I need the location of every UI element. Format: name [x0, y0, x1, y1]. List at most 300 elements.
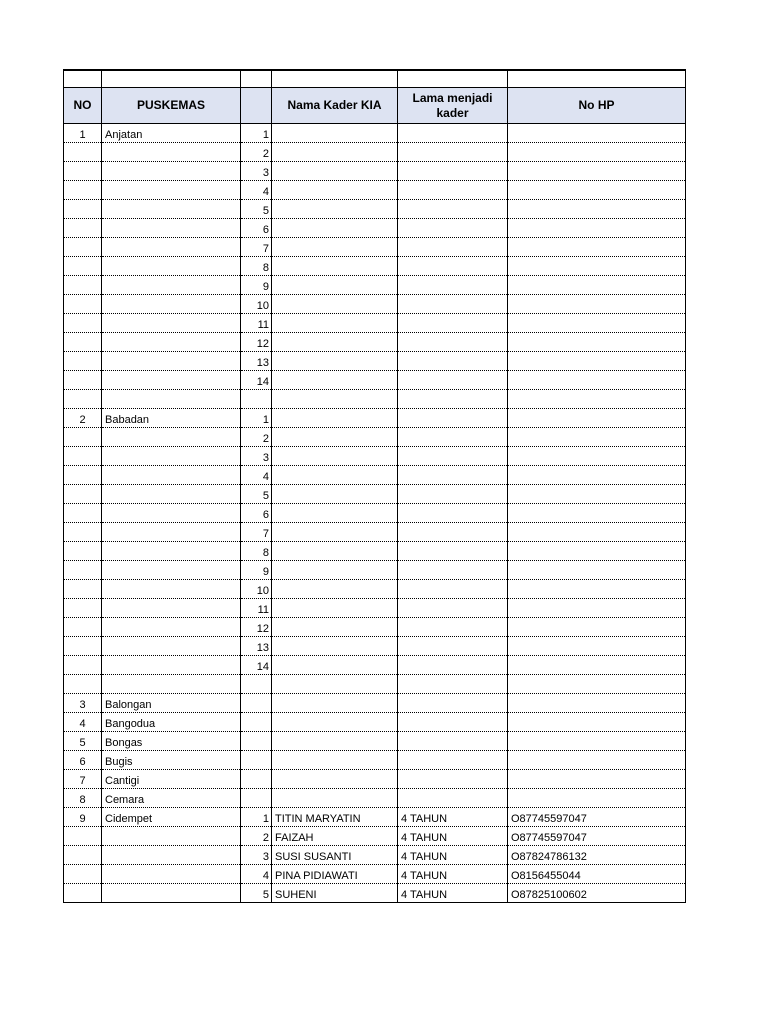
table-cell-no-hp — [508, 656, 686, 675]
table-cell-lama-kader: 4 TAHUN — [398, 846, 508, 865]
table-cell-no-hp — [508, 143, 686, 162]
header-puskemas: PUSKEMAS — [102, 88, 241, 124]
table-cell-lama-kader — [398, 466, 508, 485]
table-cell-index: 9 — [241, 561, 272, 580]
table-cell-puskesmas — [102, 276, 241, 295]
table-cell-nama-kader — [272, 732, 398, 751]
table-row — [64, 257, 686, 276]
table-cell-index: 11 — [241, 599, 272, 618]
table-cell-index: 13 — [241, 637, 272, 656]
table-cell-index: 2 — [241, 827, 272, 846]
table-cell-puskesmas — [102, 162, 241, 181]
table-cell-lama-kader — [398, 637, 508, 656]
table-cell-index — [241, 694, 272, 713]
table-cell-puskesmas — [102, 675, 241, 694]
table-cell-index — [241, 713, 272, 732]
table-row — [64, 295, 686, 314]
table-row — [64, 238, 686, 257]
table-cell-lama-kader — [398, 333, 508, 352]
table-cell-no-hp: O87824786132 — [508, 846, 686, 865]
table-cell-nama-kader — [272, 713, 398, 732]
table-row — [64, 390, 686, 409]
table-cell-nama-kader — [272, 314, 398, 333]
table-cell-lama-kader: 4 TAHUN — [398, 865, 508, 884]
table-row — [64, 599, 686, 618]
table-cell-index: 4 — [241, 865, 272, 884]
table-cell-nama-kader — [272, 428, 398, 447]
blank-cell — [241, 70, 272, 88]
table-cell-no-hp — [508, 675, 686, 694]
table-cell-puskesmas — [102, 504, 241, 523]
header-lama-kader: Lama menjadi kader — [398, 88, 508, 124]
table-cell-puskesmas — [102, 371, 241, 390]
table-cell-no-hp — [508, 713, 686, 732]
table-cell-no-hp — [508, 732, 686, 751]
table-cell-nama-kader: TITIN MARYATIN — [272, 808, 398, 827]
table-cell-no-hp — [508, 333, 686, 352]
table-cell-nama-kader — [272, 143, 398, 162]
table-cell-no-hp: O87825100602 — [508, 884, 686, 903]
table-cell-index — [241, 770, 272, 789]
table-cell-nama-kader — [272, 181, 398, 200]
table-cell-puskesmas — [102, 390, 241, 409]
table-cell-index — [241, 732, 272, 751]
table-cell-puskesmas — [102, 542, 241, 561]
table-cell-index: 3 — [241, 162, 272, 181]
table-row — [64, 865, 686, 884]
table-cell-puskesmas: Cantigi — [102, 770, 241, 789]
table-cell-no-hp — [508, 238, 686, 257]
table-row — [64, 808, 686, 827]
header-index — [241, 88, 272, 124]
table-cell-no: 3 — [64, 694, 102, 713]
table-cell-no-hp — [508, 295, 686, 314]
table-cell-no — [64, 466, 102, 485]
table-cell-lama-kader — [398, 580, 508, 599]
table-cell-lama-kader — [398, 314, 508, 333]
table-cell-puskesmas — [102, 865, 241, 884]
table-cell-index: 14 — [241, 656, 272, 675]
table-cell-nama-kader: PINA PIDIAWATI — [272, 865, 398, 884]
header-row — [64, 88, 686, 124]
table-cell-no — [64, 599, 102, 618]
table-cell-no — [64, 447, 102, 466]
table-cell-puskesmas — [102, 846, 241, 865]
table-cell-lama-kader: 4 TAHUN — [398, 884, 508, 903]
table-row — [64, 770, 686, 789]
table-cell-puskesmas — [102, 238, 241, 257]
table-row — [64, 789, 686, 808]
table-cell-no-hp — [508, 124, 686, 143]
kader-table — [63, 69, 686, 903]
blank-cell — [102, 70, 241, 88]
table-cell-lama-kader — [398, 238, 508, 257]
table-cell-no-hp: O87745597047 — [508, 808, 686, 827]
table-cell-no-hp — [508, 428, 686, 447]
table-cell-nama-kader — [272, 352, 398, 371]
table-cell-index: 1 — [241, 409, 272, 428]
table-row — [64, 504, 686, 523]
table-cell-puskesmas — [102, 333, 241, 352]
blank-top-row — [64, 70, 686, 88]
table-cell-nama-kader — [272, 390, 398, 409]
table-cell-index — [241, 751, 272, 770]
table-cell-index: 5 — [241, 884, 272, 903]
table-cell-lama-kader — [398, 352, 508, 371]
table-cell-no-hp — [508, 447, 686, 466]
table-row — [64, 827, 686, 846]
table-cell-nama-kader — [272, 580, 398, 599]
table-cell-puskesmas: Babadan — [102, 409, 241, 428]
header-no: NO — [64, 88, 102, 124]
table-row — [64, 884, 686, 903]
table-row — [64, 485, 686, 504]
table-row — [64, 276, 686, 295]
table-row — [64, 580, 686, 599]
table-cell-index: 8 — [241, 257, 272, 276]
table-row — [64, 352, 686, 371]
table-cell-lama-kader — [398, 618, 508, 637]
table-cell-index: 13 — [241, 352, 272, 371]
table-cell-index: 4 — [241, 181, 272, 200]
table-cell-index: 4 — [241, 466, 272, 485]
table-cell-no-hp — [508, 542, 686, 561]
table-cell-nama-kader — [272, 333, 398, 352]
table-cell-no-hp — [508, 561, 686, 580]
table-row — [64, 561, 686, 580]
table-cell-puskesmas: Balongan — [102, 694, 241, 713]
table-cell-index: 7 — [241, 238, 272, 257]
table-cell-index: 6 — [241, 219, 272, 238]
table-cell-nama-kader — [272, 675, 398, 694]
table-cell-no-hp — [508, 637, 686, 656]
table-row — [64, 675, 686, 694]
table-cell-index: 2 — [241, 428, 272, 447]
table-cell-no — [64, 143, 102, 162]
header-no-hp: No HP — [508, 88, 686, 124]
table-cell-nama-kader — [272, 523, 398, 542]
table-cell-no-hp — [508, 618, 686, 637]
table-cell-lama-kader — [398, 542, 508, 561]
table-cell-puskesmas — [102, 884, 241, 903]
table-cell-nama-kader — [272, 162, 398, 181]
table-cell-puskesmas — [102, 580, 241, 599]
table-cell-puskesmas — [102, 561, 241, 580]
table-cell-puskesmas — [102, 466, 241, 485]
blank-cell — [508, 70, 686, 88]
table-cell-nama-kader — [272, 447, 398, 466]
table-row — [64, 637, 686, 656]
table-cell-index: 2 — [241, 143, 272, 162]
table-cell-index: 10 — [241, 295, 272, 314]
table-cell-lama-kader — [398, 428, 508, 447]
table-cell-no — [64, 561, 102, 580]
table-cell-no-hp — [508, 409, 686, 428]
table-cell-index — [241, 789, 272, 808]
table-cell-puskesmas: Cidempet — [102, 808, 241, 827]
table-cell-lama-kader — [398, 143, 508, 162]
table-cell-puskesmas: Bongas — [102, 732, 241, 751]
table-cell-no-hp — [508, 219, 686, 238]
table-cell-lama-kader — [398, 219, 508, 238]
table-cell-no — [64, 390, 102, 409]
table-cell-puskesmas: Bangodua — [102, 713, 241, 732]
table-cell-nama-kader — [272, 257, 398, 276]
table-cell-no: 8 — [64, 789, 102, 808]
table-row — [64, 181, 686, 200]
table-cell-puskesmas: Bugis — [102, 751, 241, 770]
table-cell-puskesmas — [102, 618, 241, 637]
table-cell-nama-kader — [272, 409, 398, 428]
table-cell-no-hp — [508, 751, 686, 770]
table-cell-nama-kader — [272, 276, 398, 295]
table-cell-no-hp — [508, 276, 686, 295]
table-cell-puskesmas — [102, 599, 241, 618]
table-cell-no-hp — [508, 162, 686, 181]
table-cell-no-hp — [508, 352, 686, 371]
table-row — [64, 371, 686, 390]
table-cell-index: 1 — [241, 808, 272, 827]
table-cell-nama-kader — [272, 694, 398, 713]
table-cell-nama-kader — [272, 485, 398, 504]
table-cell-lama-kader — [398, 694, 508, 713]
table-cell-no — [64, 181, 102, 200]
table-cell-nama-kader — [272, 656, 398, 675]
table-row — [64, 409, 686, 428]
table-cell-lama-kader: 4 TAHUN — [398, 827, 508, 846]
table-cell-lama-kader — [398, 561, 508, 580]
table-cell-puskesmas — [102, 827, 241, 846]
table-cell-no — [64, 618, 102, 637]
table-cell-puskesmas — [102, 428, 241, 447]
table-cell-lama-kader — [398, 789, 508, 808]
table-cell-no-hp — [508, 390, 686, 409]
table-cell-no — [64, 257, 102, 276]
table-cell-puskesmas — [102, 219, 241, 238]
table-cell-no — [64, 276, 102, 295]
table-cell-no — [64, 637, 102, 656]
table-cell-puskesmas — [102, 200, 241, 219]
table-cell-puskesmas — [102, 181, 241, 200]
table-row — [64, 143, 686, 162]
table-cell-index: 14 — [241, 371, 272, 390]
table-cell-no-hp — [508, 314, 686, 333]
table-cell-lama-kader — [398, 732, 508, 751]
table-cell-no-hp — [508, 599, 686, 618]
table-cell-index: 1 — [241, 124, 272, 143]
table-row — [64, 200, 686, 219]
table-cell-lama-kader — [398, 770, 508, 789]
table-cell-index: 6 — [241, 504, 272, 523]
table-cell-lama-kader — [398, 447, 508, 466]
table-cell-lama-kader — [398, 504, 508, 523]
table-cell-lama-kader — [398, 295, 508, 314]
table-cell-puskesmas: Cemara — [102, 789, 241, 808]
table-cell-index: 9 — [241, 276, 272, 295]
table-cell-puskesmas — [102, 143, 241, 162]
table-cell-lama-kader — [398, 656, 508, 675]
table-cell-no — [64, 219, 102, 238]
table-cell-index: 3 — [241, 846, 272, 865]
table-cell-index: 12 — [241, 333, 272, 352]
table-cell-index — [241, 675, 272, 694]
table-cell-nama-kader — [272, 371, 398, 390]
table-row — [64, 162, 686, 181]
table-cell-no-hp: O87745597047 — [508, 827, 686, 846]
table-cell-no — [64, 523, 102, 542]
table-cell-nama-kader — [272, 618, 398, 637]
table-cell-lama-kader — [398, 371, 508, 390]
table-cell-no-hp — [508, 789, 686, 808]
table-cell-no — [64, 333, 102, 352]
table-cell-index: 10 — [241, 580, 272, 599]
table-cell-lama-kader: 4 TAHUN — [398, 808, 508, 827]
table-cell-no: 2 — [64, 409, 102, 428]
table-cell-lama-kader — [398, 713, 508, 732]
table-cell-no — [64, 846, 102, 865]
table-cell-index: 8 — [241, 542, 272, 561]
table-cell-no — [64, 238, 102, 257]
table-cell-nama-kader — [272, 219, 398, 238]
table-cell-nama-kader — [272, 504, 398, 523]
table-cell-nama-kader — [272, 751, 398, 770]
table-cell-index: 5 — [241, 200, 272, 219]
table-cell-nama-kader — [272, 770, 398, 789]
table-cell-no — [64, 162, 102, 181]
table-cell-nama-kader — [272, 637, 398, 656]
table-cell-no — [64, 542, 102, 561]
table-cell-puskesmas: Anjatan — [102, 124, 241, 143]
table-cell-no — [64, 675, 102, 694]
blank-cell — [64, 70, 102, 88]
table-cell-index — [241, 390, 272, 409]
table-row — [64, 219, 686, 238]
table-cell-nama-kader: SUHENI — [272, 884, 398, 903]
table-cell-no-hp — [508, 466, 686, 485]
table-cell-nama-kader: FAIZAH — [272, 827, 398, 846]
table-cell-lama-kader — [398, 124, 508, 143]
table-cell-no-hp — [508, 770, 686, 789]
table-cell-puskesmas — [102, 485, 241, 504]
table-cell-no-hp — [508, 694, 686, 713]
table-cell-no-hp — [508, 181, 686, 200]
table-cell-lama-kader — [398, 523, 508, 542]
table-cell-nama-kader — [272, 599, 398, 618]
table-cell-lama-kader — [398, 599, 508, 618]
table-cell-no — [64, 314, 102, 333]
table-cell-no — [64, 200, 102, 219]
table-cell-no-hp — [508, 200, 686, 219]
table-row — [64, 428, 686, 447]
table-cell-puskesmas — [102, 314, 241, 333]
table-cell-no: 6 — [64, 751, 102, 770]
table-cell-nama-kader: SUSI SUSANTI — [272, 846, 398, 865]
table-row — [64, 618, 686, 637]
table-cell-nama-kader — [272, 789, 398, 808]
table-cell-nama-kader — [272, 561, 398, 580]
table-cell-no — [64, 656, 102, 675]
table-row — [64, 732, 686, 751]
table-cell-no: 1 — [64, 124, 102, 143]
table-cell-lama-kader — [398, 162, 508, 181]
table-cell-puskesmas — [102, 295, 241, 314]
table-row — [64, 333, 686, 352]
table-row — [64, 542, 686, 561]
table-row — [64, 523, 686, 542]
table-cell-nama-kader — [272, 466, 398, 485]
table-cell-no-hp — [508, 580, 686, 599]
table-cell-no — [64, 371, 102, 390]
table-cell-index: 7 — [241, 523, 272, 542]
table-cell-no — [64, 865, 102, 884]
table-row — [64, 713, 686, 732]
table-cell-nama-kader — [272, 238, 398, 257]
table-cell-lama-kader — [398, 390, 508, 409]
table-cell-nama-kader — [272, 542, 398, 561]
table-row — [64, 656, 686, 675]
table-row — [64, 124, 686, 143]
table-cell-lama-kader — [398, 200, 508, 219]
table-cell-no: 5 — [64, 732, 102, 751]
table-cell-puskesmas — [102, 352, 241, 371]
table-cell-lama-kader — [398, 181, 508, 200]
table-cell-no: 4 — [64, 713, 102, 732]
table-cell-nama-kader — [272, 200, 398, 219]
table-cell-no-hp — [508, 485, 686, 504]
table-cell-index: 12 — [241, 618, 272, 637]
table-cell-index: 11 — [241, 314, 272, 333]
table-row — [64, 846, 686, 865]
table-cell-no-hp — [508, 257, 686, 276]
table-cell-no — [64, 884, 102, 903]
table-row — [64, 466, 686, 485]
table-cell-puskesmas — [102, 637, 241, 656]
table-cell-no — [64, 295, 102, 314]
header-nama-kader: Nama Kader KIA — [272, 88, 398, 124]
table-row — [64, 314, 686, 333]
table-cell-nama-kader — [272, 124, 398, 143]
table-cell-puskesmas — [102, 447, 241, 466]
table-cell-no — [64, 580, 102, 599]
table-cell-no-hp: O8156455044 — [508, 865, 686, 884]
table-cell-lama-kader — [398, 276, 508, 295]
table-cell-no-hp — [508, 371, 686, 390]
table-row — [64, 694, 686, 713]
table-cell-nama-kader — [272, 295, 398, 314]
table-cell-no — [64, 504, 102, 523]
table-body — [64, 70, 686, 903]
table-cell-no — [64, 827, 102, 846]
table-cell-lama-kader — [398, 751, 508, 770]
table-cell-puskesmas — [102, 523, 241, 542]
table-cell-lama-kader — [398, 485, 508, 504]
table-cell-no: 7 — [64, 770, 102, 789]
table-cell-puskesmas — [102, 257, 241, 276]
table-cell-lama-kader — [398, 675, 508, 694]
table-row — [64, 751, 686, 770]
blank-cell — [272, 70, 398, 88]
table-cell-no-hp — [508, 523, 686, 542]
table-cell-no: 9 — [64, 808, 102, 827]
table-cell-puskesmas — [102, 656, 241, 675]
blank-cell — [398, 70, 508, 88]
table-cell-lama-kader — [398, 257, 508, 276]
table-cell-index: 3 — [241, 447, 272, 466]
table-cell-no — [64, 428, 102, 447]
table-cell-lama-kader — [398, 409, 508, 428]
table-cell-no — [64, 485, 102, 504]
table-cell-no — [64, 352, 102, 371]
